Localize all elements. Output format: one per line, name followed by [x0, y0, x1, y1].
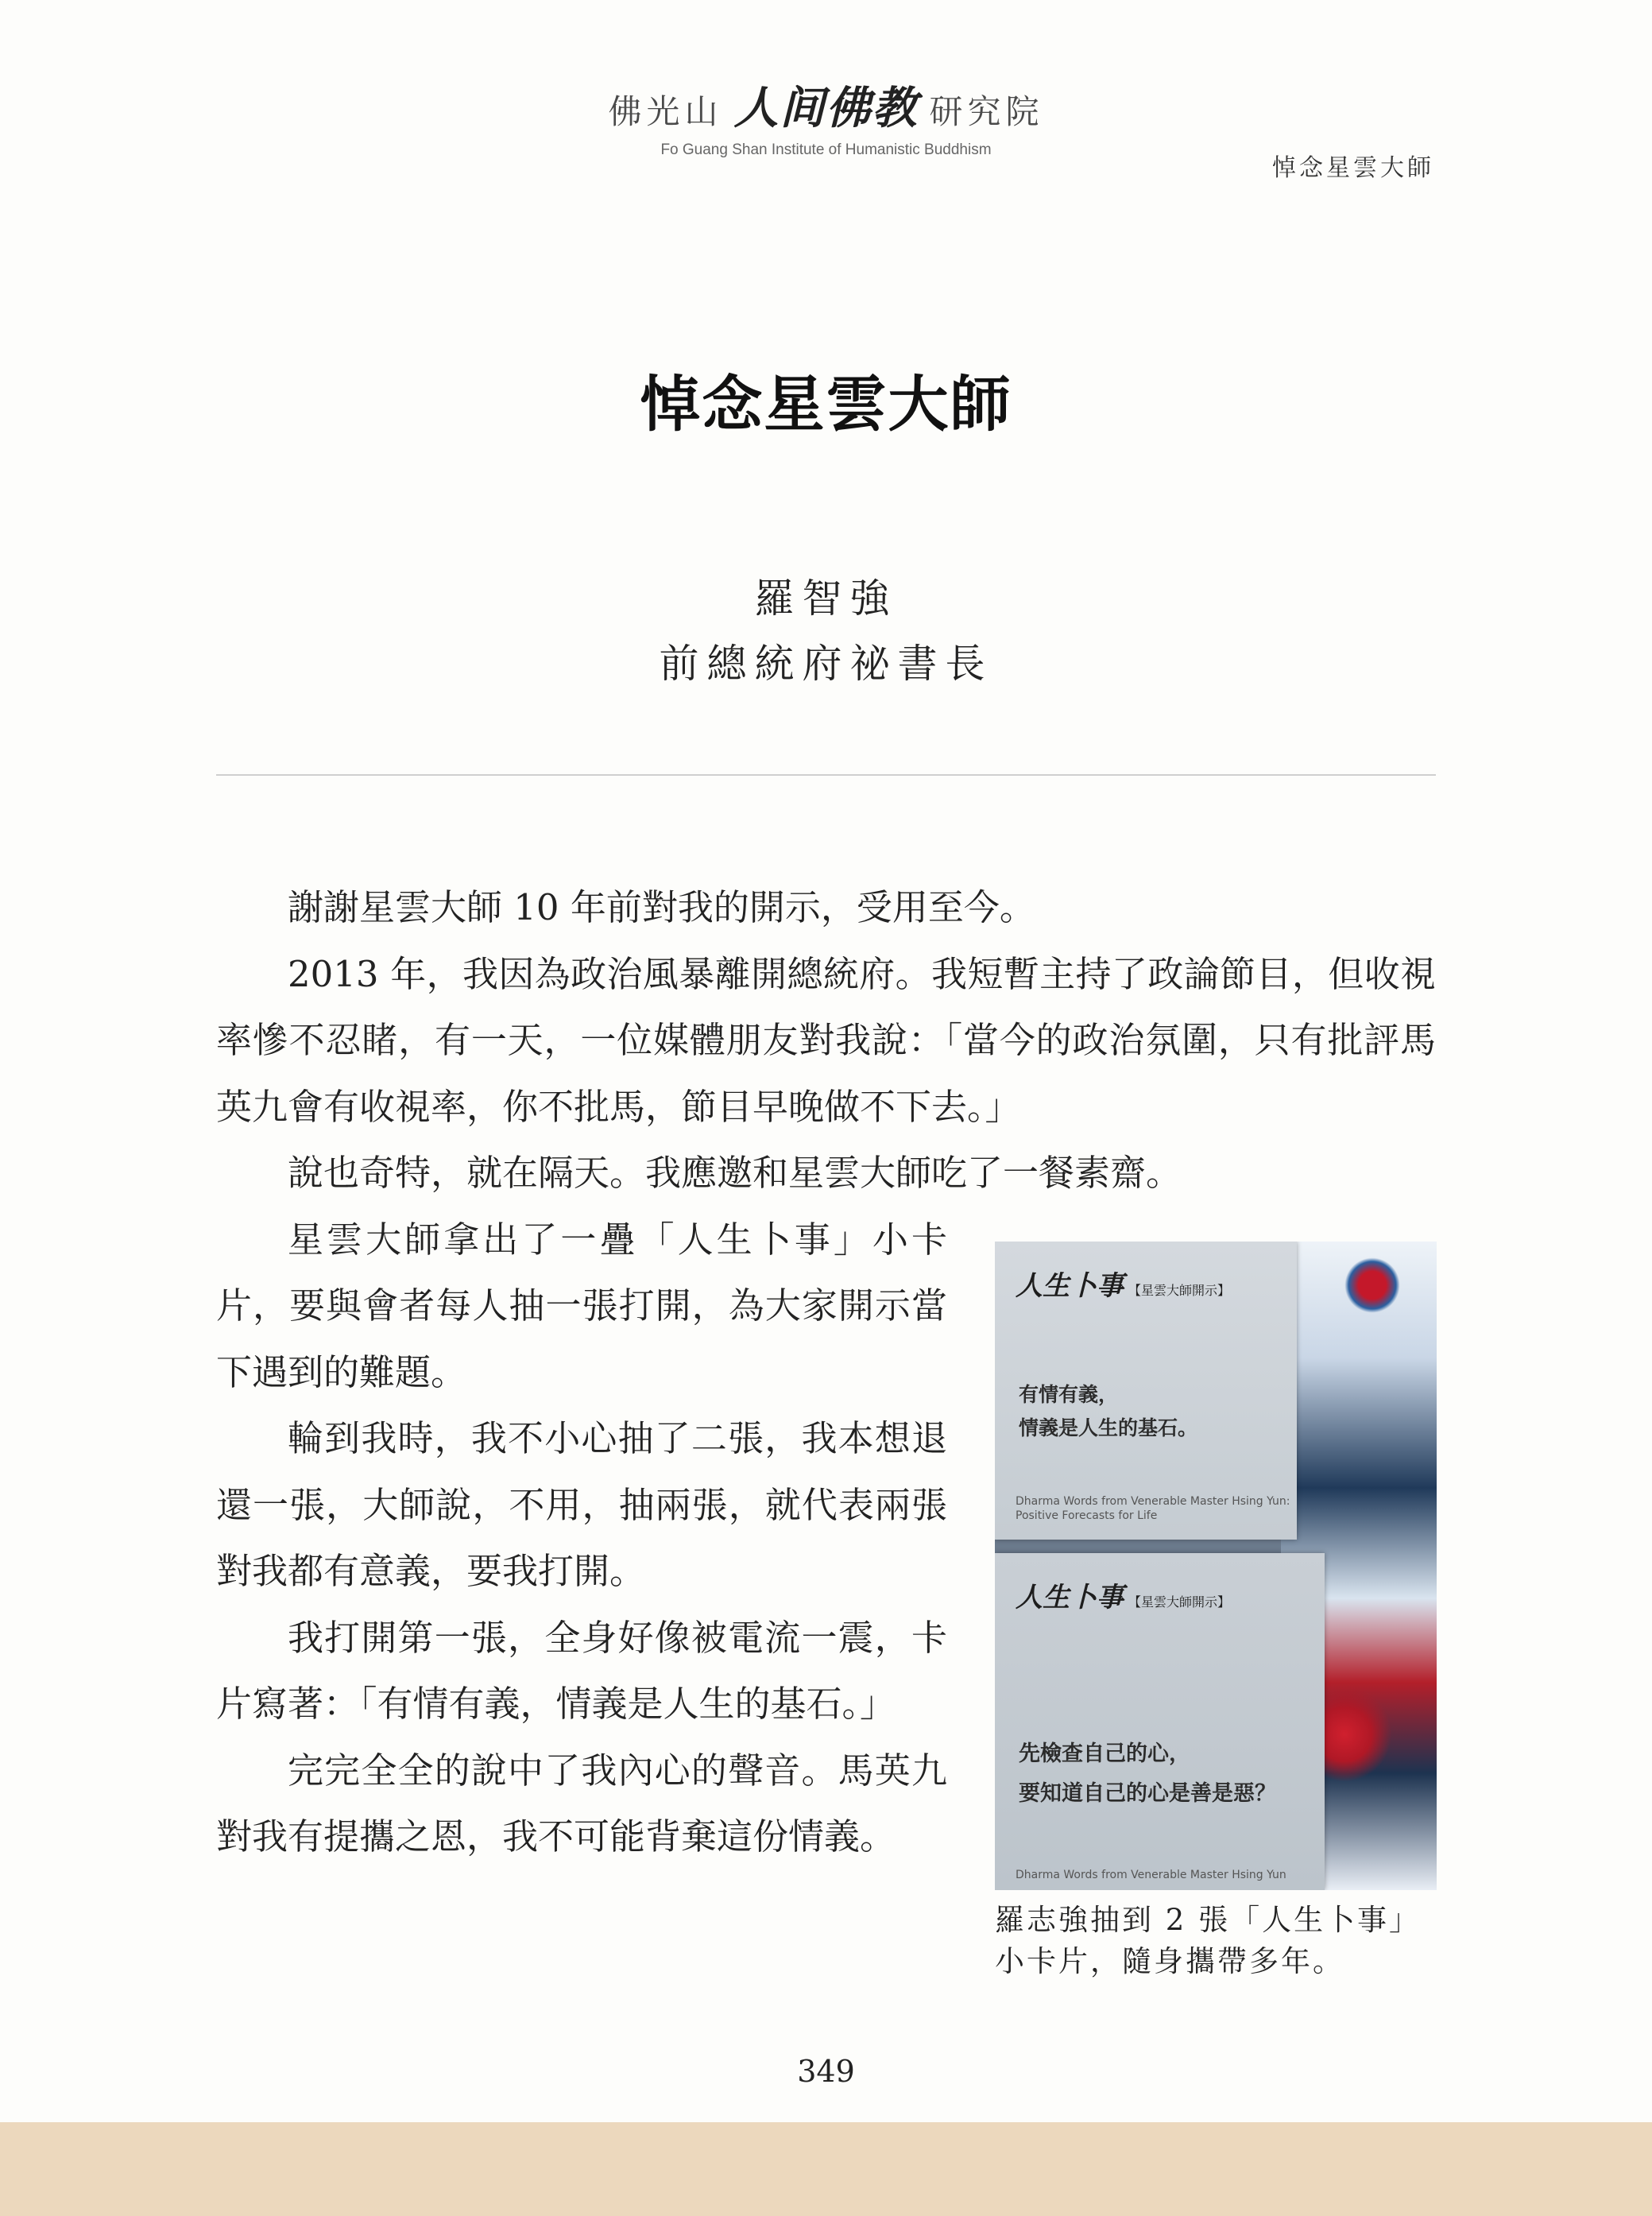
caption-line: 小卡片，隨身攜帶多年。: [995, 1944, 1344, 1978]
card-footer-line: Dharma Words from Venerable Master Hsing Yun:: [1016, 1495, 1290, 1508]
logo-wordmark: [0, 73, 1652, 137]
section-divider: [216, 774, 1436, 776]
paragraph: 星雲大師拿出了一疊「人生卜事」小卡片，要與會者每人抽一張打開，為大家開示當下遇到的難題。: [216, 1218, 947, 1393]
card-heading-small: 【星雲大師開示】: [1128, 1594, 1231, 1610]
card-footer-line: Positive Forecasts for Life: [1016, 1509, 1158, 1522]
running-head: 悼念星雲大師: [1272, 154, 1434, 182]
fortune-card: [995, 1553, 1325, 1890]
logo-right-text: 研究院: [929, 92, 1044, 131]
footer-band: [0, 2122, 1652, 2216]
card-heading-small: 【星雲大師開示】: [1128, 1283, 1231, 1298]
author-name: 羅智強: [754, 575, 898, 622]
card-heading: [1016, 1575, 1230, 1614]
card-message-line: 要知道自己的心是善是惡？: [1019, 1781, 1276, 1806]
card-heading-text: 人生卜事: [1016, 1270, 1124, 1302]
paragraph: 說也奇特，就在隔天。我應邀和星雲大師吃了一餐素齋。: [288, 1152, 1182, 1194]
card-footer: [1016, 1494, 1290, 1523]
logo-brand-text: 人间佛教: [733, 82, 919, 134]
card-footer-line: Dharma Words from Venerable Master Hsing Yun: [1016, 1869, 1286, 1881]
paragraph: 2013 年，我因為政治風暴離開總統府。我短暫主持了政論節目，但收視率慘不忍睹，有一天，一位媒體朋友對我說：「當今的政治氛圍，只有批評馬英九會有收視率，你不批馬，節目早晚做不下去。」: [216, 952, 1436, 1128]
page-number: 349: [797, 2054, 855, 2089]
author-position: 前總統府祕書長: [659, 641, 993, 687]
card-message-line: 情義是人生的基石。: [1019, 1416, 1198, 1439]
card-message: [1019, 1734, 1276, 1814]
cards-photo: [995, 1242, 1437, 1890]
paragraph: 輪到我時，我不小心抽了二張，我本想退還一張，大師說，不用，抽兩張，就代表兩張對我都有意義，要我打開。: [216, 1417, 947, 1592]
paragraph: 我打開第一張，全身好像被電流一震，卡片寫著：「有情有義，情義是人生的基石。」: [216, 1616, 947, 1725]
article-title: 悼念星雲大師: [640, 369, 1012, 440]
figure: [995, 1242, 1437, 1982]
logo-left-text: 佛光山: [608, 92, 723, 131]
paragraph: 謝謝星雲大師 10 年前對我的開示，受用至今。: [288, 886, 1035, 928]
institute-logo: [0, 73, 1652, 159]
flower-icon: [1344, 1257, 1400, 1313]
card-message: [1019, 1378, 1197, 1445]
fortune-card: [995, 1242, 1297, 1540]
author-block: [0, 566, 1652, 696]
card-heading: [1016, 1264, 1230, 1303]
logo-subtitle: Fo Guang Shan Institute of Humanistic Buddhism: [660, 141, 992, 158]
paragraph: 完完全全的說中了我內心的聲音。馬英九對我有提攜之恩，我不可能背棄這份情義。: [216, 1749, 947, 1858]
card-footer: [1016, 1868, 1286, 1882]
card-message-line: 有情有義，: [1019, 1383, 1119, 1406]
caption-line: 羅志強抽到 2 張「人生卜事」: [995, 1903, 1422, 1937]
card-heading-text: 人生卜事: [1016, 1582, 1124, 1614]
card-message-line: 先檢查自己的心，: [1019, 1741, 1190, 1766]
figure-caption: [995, 1900, 1437, 1982]
